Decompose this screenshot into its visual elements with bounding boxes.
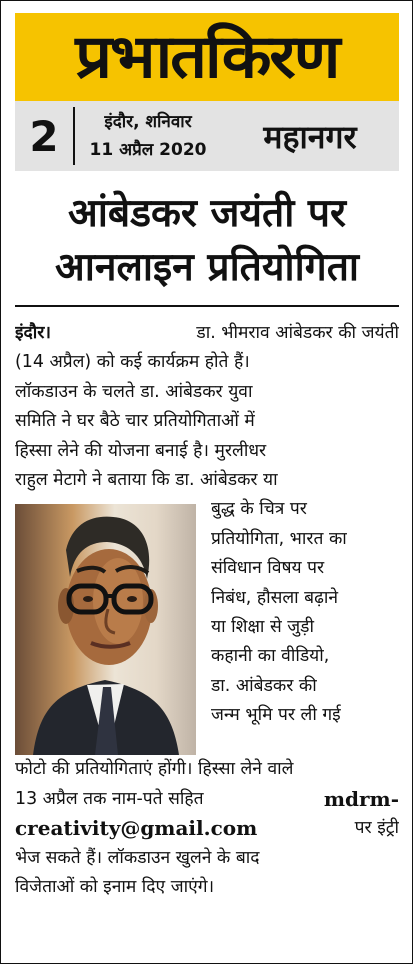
article-line-1 xyxy=(15,319,399,348)
side-line-5: या शिक्षा से जुड़ी xyxy=(211,617,314,638)
article-line-5: हिस्सा लेने की योजना बनाई है। मुरलीधर xyxy=(15,440,267,461)
article-line-15: फोटो की प्रतियोगिताएं होंगी। हिस्सा लेने वाले xyxy=(15,759,294,780)
side-line-3: संविधान विषय पर xyxy=(211,558,325,579)
side-line-8: जन्म भूमि पर ली गई xyxy=(211,705,341,726)
article-line-19: विजेताओं को इनाम दिए जाएंगे। xyxy=(15,877,215,898)
article-line-17-text: पर इंट्री xyxy=(354,818,399,839)
photo-and-text xyxy=(15,495,399,755)
headline xyxy=(15,187,399,295)
side-line-6: कहानी का वीडियो, xyxy=(211,646,330,667)
article-line-1-text: डा. भीमराव आंबेडकर की जयंती xyxy=(196,323,399,343)
headline-line-1: आंबेडकर जयंती पर xyxy=(67,191,347,236)
place-day: इंदौर, शनिवार xyxy=(104,112,192,132)
portrait-illustration xyxy=(15,504,196,755)
portrait-photo xyxy=(15,504,196,755)
article-line-18: भेज सकते हैं। लॉकडाउन खुलने के बाद xyxy=(15,847,260,868)
masthead-title: प्रभातकिरण xyxy=(75,22,339,92)
side-line-4: निबंध, हौसला बढ़ाने xyxy=(211,587,339,608)
section-name: महानगर xyxy=(263,117,357,156)
email-part-1: mdrm- xyxy=(323,786,399,811)
email-part-2: creativity@gmail.com xyxy=(15,816,258,841)
page-number: 2 xyxy=(29,111,59,161)
side-line-7: डा. आंबेडकर की xyxy=(211,675,317,696)
dateline-bar xyxy=(15,101,399,171)
city-dateline: इंदौर। xyxy=(15,323,51,343)
article-line-2: (14 अप्रैल) को कई कार्यक्रम होते हैं। xyxy=(15,352,250,373)
side-line-1: बुद्ध के चित्र पर xyxy=(211,499,307,520)
side-line-2: प्रतियोगिता, भारत का xyxy=(211,528,347,549)
article-body xyxy=(15,319,399,902)
article-line-3: लॉकडाउन के चलते डा. आंबेडकर युवा xyxy=(15,381,253,402)
article-line-17 xyxy=(15,814,399,843)
article-line-16-text: 13 अप्रैल तक नाम-पते सहित xyxy=(15,788,204,809)
headline-line-2: आनलाइन प्रतियोगिता xyxy=(54,245,360,290)
masthead xyxy=(15,13,399,101)
issue-date: 11 अप्रैल 2020 xyxy=(89,140,207,160)
photo-side-text xyxy=(211,495,399,755)
article-line-16 xyxy=(15,785,399,814)
article-line-6: राहुल मेटागे ने बताया कि डा. आंबेडकर या xyxy=(15,470,278,491)
headline-rule xyxy=(15,305,399,307)
date-block xyxy=(75,108,221,164)
article-line-4: समिति ने घर बैठे चार प्रतियोगिताओं में xyxy=(15,411,255,432)
